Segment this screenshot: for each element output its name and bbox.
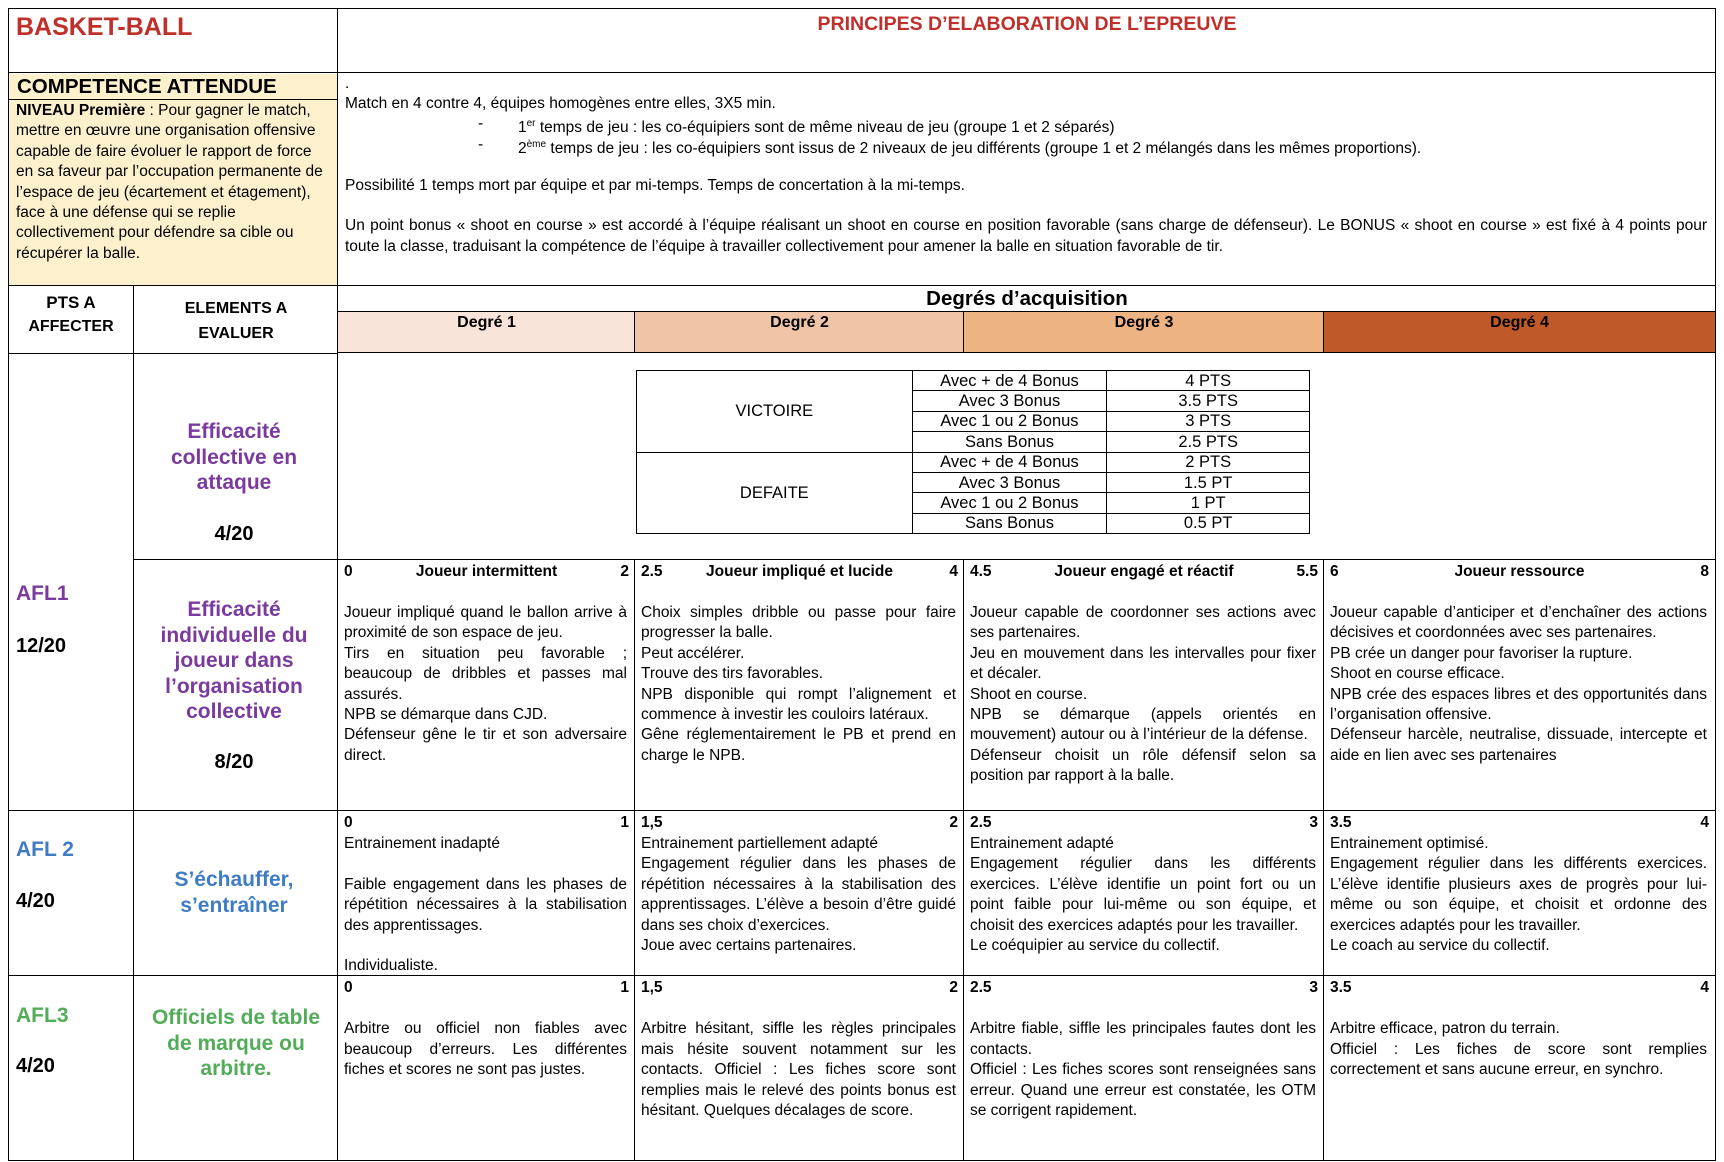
degrees-title: Degrés d’acquisition — [926, 287, 1128, 310]
afl1-points: 12/20 — [16, 635, 67, 657]
afl3-degree-2: 1,5 2 Arbitre hésitant, siffle les règles principales mais hésite souvent notamment sur les contacts. Officiel : Les fiches score sont remplies mais le relevé des points bonus est hésitant. Quelques décalages de score. — [635, 976, 964, 1160]
grid-line — [8, 8, 9, 1161]
scoring-table — [636, 370, 1310, 534]
bonus-cell: Avec 3 Bonus — [912, 391, 1107, 411]
degree-description: Entrainement partiellement adapté Engagement régulier dans les phases de répétition nécessaires à la stabilisation des apprentissages. L’élève a besoin d’être guidé dans ses choix d’exercices. Joue avec certains partenaires. — [641, 835, 956, 955]
degree-description: Joueur capable de coordonner ses actions avec ses partenaires. Jeu en mouvement dans les intervalles pour fixer et décaler. Shoot en course. NPB se démarque (appels orientés en mouvement) autour ou à l’intérieur de la défense. Défenseur choisit un rôle défensif selon sa position par rapport à la balle. — [970, 604, 1316, 785]
afl3-points: 4/20 — [16, 1055, 55, 1077]
bullet-2-number: 2 — [518, 139, 527, 157]
bullet-2-text: temps de jeu : les co-équipiers sont issus de 2 niveaux de jeu différents (groupe 1 et 2 mélangés dans les mêmes proportions). — [546, 139, 1422, 157]
individual-efficiency-title: Efficacité individuelle du joueur dans l’organisation collective — [160, 598, 308, 724]
degree-description: Arbitre hésitant, siffle les règles principales mais hésite souvent notamment sur les contacts. Officiel : Les fiches score sont remplies mais le relevé des points bonus est hésitant. Quelques décalages de score. — [641, 1020, 956, 1120]
afl1-label: AFL1 — [16, 582, 69, 605]
bullet-1-text: temps de jeu : les co-équipiers sont de même niveau de jeu (groupe 1 et 2 séparés) — [535, 119, 1115, 137]
officials-title: Officiels de table de marque ou arbitre. — [151, 1006, 321, 1081]
principles-dot: . — [345, 75, 350, 92]
degree-label: Joueur engagé et réactif — [1054, 563, 1234, 580]
degree-label: Joueur intermittent — [415, 563, 558, 580]
level-label: NIVEAU Première — [16, 102, 146, 119]
pts-cell: 3.5 PTS — [1107, 391, 1310, 411]
grid-line — [8, 99, 338, 100]
bonus-cell: Avec 1 ou 2 Bonus — [912, 493, 1107, 513]
afl1-degree-3: 4.5 Joueur engagé et réactif 5.5 Joueur capable de coordonner ses actions avec ses partenaires. Jeu en mouvement dans les intervalles pour fixer et décaler. Shoot en course. NPB se démarque (appels orientés en mouvement) autour ou à l’intérieur de la défense. Défenseur choisit un rôle défensif selon sa position par rapport à la balle. — [964, 560, 1324, 810]
principles-bullet-2 — [345, 135, 1707, 155]
bullet-mark: - — [478, 115, 484, 133]
afl3-degree-4: 3.5 4 Arbitre efficace, patron du terrain. Officiel : Les fiches de score sont remplies correctement et sans aucune erreur, en synchro. — [1324, 976, 1715, 1160]
degree-4-header: Degré 4 — [1490, 314, 1549, 331]
pts-cell: 2.5 PTS — [1107, 432, 1310, 452]
table-row — [637, 452, 1310, 472]
bonus-cell: Avec + de 4 Bonus — [912, 371, 1107, 391]
bonus-cell: Avec 3 Bonus — [912, 472, 1107, 492]
afl1-degree-4: 6 Joueur ressource 8 Joueur capable d’anticiper et d’enchaîner des actions décisives et coordonnées avec ses partenaires. PB crée un danger pour favoriser la rupture. Shoot en course efficace. NPB crée des espaces libres et des opportunités dans l’organisation offensive. Défenseur harcèle, neutralise, dissuade, intercepte et aide en lien avec ses partenaires — [1324, 560, 1715, 810]
table-row — [637, 371, 1310, 391]
bullet-1-suffix: er — [526, 118, 536, 130]
degree-3-header: Degré 3 — [1114, 314, 1174, 331]
elements-header-line1: ELEMENTS A — [184, 300, 288, 317]
document-title: PRINCIPES D’ELABORATION DE L’EPREUVE — [817, 13, 1237, 35]
elements-header — [134, 296, 338, 346]
principles-block — [345, 74, 1707, 257]
principles-match: Match en 4 contre 4, équipes homogènes entre elles, 3X5 min. — [345, 95, 776, 112]
principles-bullet-1 — [345, 114, 1707, 137]
degree-description: Choix simples dribble ou passe pour faire progresser la balle. Peut accélérer. Trouve des tirs favorables. NPB disponible qui rompt l’alignement et commence à investir les couloirs latéraux. Gêne réglementairement le PB et prend en charge le NPB. — [641, 604, 956, 764]
bonus-cell: Sans Bonus — [912, 432, 1107, 452]
degree-description: Joueur impliqué quand le ballon arrive à proximité de son espace de jeu. Tirs en situation peu favorable ; beaucoup de dribbles et passes mal assurés. NPB se démarque dans CJD. Défenseur gêne le tir et son adversaire direct. — [344, 604, 627, 764]
afl1-degree-1: 0 Joueur intermittent 2 Joueur impliqué quand le ballon arrive à proximité de son espace de jeu. Tirs en situation peu favorable ; beaucoup de dribbles et passes mal assurés. NPB se démarque dans CJD. Défenseur gêne le tir et son adversaire direct. — [338, 560, 635, 810]
afl3-degree-3: 2.5 3 Arbitre fiable, siffle les principales fautes dont les contacts. Officiel : Les fiches scores sont renseignées sans erreur. Quand une erreur est constatée, les OTM se corrigent rapidement. — [964, 976, 1324, 1160]
afl3-label: AFL3 — [16, 1004, 69, 1027]
degree-2-header: Degré 2 — [770, 314, 829, 331]
degree-description: Arbitre efficace, patron du terrain. Officiel : Les fiches de score sont remplies correctement et sans aucune erreur, en synchro. — [1330, 1020, 1707, 1079]
result-defaite: DEFAITE — [637, 452, 913, 534]
bonus-cell: Avec 1 ou 2 Bonus — [912, 411, 1107, 431]
collective-efficiency-points: 4/20 — [214, 523, 254, 545]
collective-efficiency-title: Efficacité collective en attaque — [170, 420, 298, 495]
principles-bonus: Un point bonus « shoot en course » est accordé à l’équipe réalisant un shoot en course en position favorable (sans charge de défenseur). Le BONUS « shoot en course » est fixé à 4 points pour toute la classe, traduisant la compétence de l’équipe à travailler collectivement pour amener la balle en situation favorable de tir. — [345, 217, 1707, 255]
afl2-degree-4: 3.5 4 Entrainement optimisé. Engagement régulier dans les différents exercices. L’élève identifie plusieurs axes de progrès pour lui-même ou son équipe, et choisit et ordonne des exercices adaptés pour les travailler. Le coach au service du collectif. — [1324, 811, 1715, 975]
afl1-degree-2: 2.5 Joueur impliqué et lucide 4 Choix simples dribble ou passe pour faire progresser la balle. Peut accélérer. Trouve des tirs favorables. NPB disponible qui rompt l’alignement et commence à investir les couloirs latéraux. Gêne réglementairement le PB et prend en charge le NPB. — [635, 560, 964, 810]
degree-description: Arbitre ou officiel non fiables avec beaucoup d’erreurs. Les différentes fiches et scores ne sont pas justes. — [344, 1020, 627, 1079]
grid-line — [1715, 8, 1716, 1161]
bullet-2-suffix: ème — [526, 138, 547, 150]
degree-label: Joueur impliqué et lucide — [706, 563, 893, 580]
degree-description: Joueur capable d’anticiper et d’enchaîner des actions décisives et coordonnées avec ses partenaires. PB crée un danger pour favoriser la rupture. Shoot en course efficace. NPB crée des espaces libres et des opportunités dans l’organisation offensive. Défenseur harcèle, neutralise, dissuade, intercepte et aide en lien avec ses partenaires — [1330, 604, 1707, 764]
pts-header-line1: PTS A — [46, 293, 96, 312]
grid-line — [338, 352, 1716, 353]
bullet-mark: - — [478, 135, 484, 153]
result-victoire: VICTOIRE — [637, 371, 913, 453]
competence-heading: COMPETENCE ATTENDUE — [17, 75, 277, 98]
grid-line — [8, 353, 338, 354]
pts-header — [8, 291, 134, 339]
afl2-label: AFL 2 — [16, 838, 74, 861]
degree-label: Joueur ressource — [1454, 563, 1585, 580]
warmup-title: S’échauffer, s’entraîner — [174, 868, 294, 917]
afl2-degree-1: 0 1 Entrainement inadapté Faible engagement dans les phases de répétition nécessaires à la stabilisation des apprentissages. Individualiste. — [338, 811, 635, 975]
pts-cell: 0.5 PT — [1107, 513, 1310, 533]
pts-cell: 4 PTS — [1107, 371, 1310, 391]
bonus-cell: Sans Bonus — [912, 513, 1107, 533]
competence-text — [16, 101, 333, 264]
grid-line — [8, 8, 1716, 9]
pts-cell: 2 PTS — [1107, 452, 1310, 472]
pts-header-line2: AFFECTER — [28, 318, 114, 335]
degree-1-header: Degré 1 — [457, 314, 516, 331]
degree-description: Entrainement inadapté Faible engagement dans les phases de répétition nécessaires à la stabilisation des apprentissages. Individualiste. — [344, 835, 627, 975]
afl2-degree-3: 2.5 3 Entrainement adapté Engagement régulier dans les différents exercices. L’élève identifie un point fort ou un point faible pour lui-même ou son équipe, et choisit des exercices adaptés pour les travailler. Le coéquipier au service du collectif. — [964, 811, 1324, 975]
principles-timeout: Possibilité 1 temps mort par équipe et par mi-temps. Temps de concertation à la mi-temps. — [345, 176, 965, 194]
degree-description: Arbitre fiable, siffle les principales fautes dont les contacts. Officiel : Les fiches scores sont renseignées sans erreur. Quand une erreur est constatée, les OTM se corrigent rapidement. — [970, 1020, 1316, 1120]
grid-line — [8, 1160, 1716, 1161]
afl3-degree-1: 0 1 Arbitre ou officiel non fiables avec beaucoup d’erreurs. Les différentes fiches et scores ne sont pas justes. — [338, 976, 635, 1160]
level-text: : Pour gagner le match, mettre en œuvre une organisation offensive capable de faire évoluer le rapport de force en sa faveur par l’occupation permanente de l’espace de jeu (écartement et étagement), face à une défense qui se replie collectivement pour défendre sa cible ou récupérer la balle. — [16, 102, 323, 262]
degree-description: Entrainement adapté Engagement régulier dans les différents exercices. L’élève identifie un point fort ou un point faible pour lui-même ou son équipe, et choisit des exercices adaptés pour les travailler. Le coéquipier au service du collectif. — [970, 835, 1316, 955]
bonus-cell: Avec + de 4 Bonus — [912, 452, 1107, 472]
afl2-degree-2: 1,5 2 Entrainement partiellement adapté Engagement régulier dans les phases de répétition nécessaires à la stabilisation des apprentissages. L’élève a besoin d’être guidé dans ses choix d’exercices. Joue avec certains partenaires. — [635, 811, 964, 975]
bullet-1-number: 1 — [518, 119, 527, 137]
elements-header-line2: EVALUER — [198, 325, 274, 342]
afl2-points: 4/20 — [16, 890, 55, 912]
pts-cell: 1.5 PT — [1107, 472, 1310, 492]
pts-cell: 3 PTS — [1107, 411, 1310, 431]
sport-title: BASKET-BALL — [16, 13, 193, 41]
pts-cell: 1 PT — [1107, 493, 1310, 513]
individual-efficiency-points: 8/20 — [214, 751, 254, 773]
degree-description: Entrainement optimisé. Engagement régulier dans les différents exercices. L’élève identifie plusieurs axes de progrès pour lui-même ou son équipe, et choisit et ordonne des exercices adaptés pour les travailler. Le coach au service du collectif. — [1330, 835, 1707, 955]
